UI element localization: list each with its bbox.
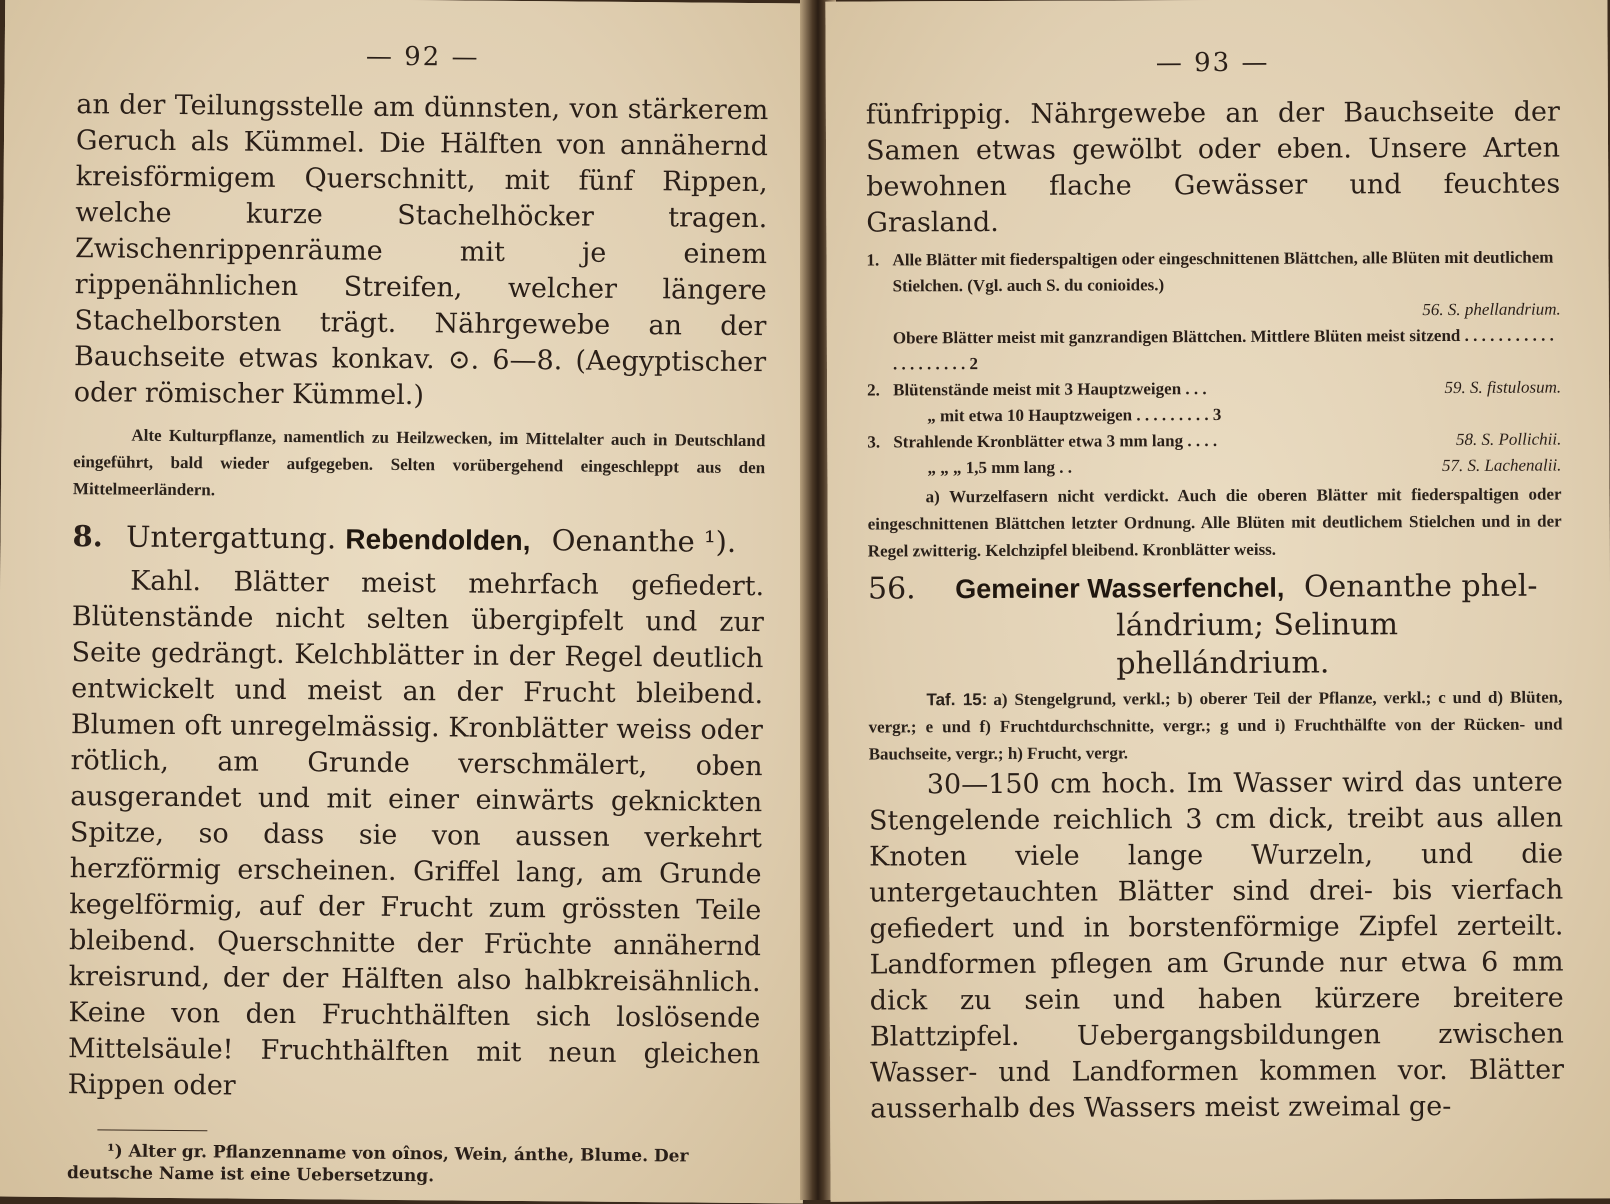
key-reference: 57. S. Lachenalii. (1441, 455, 1562, 476)
key-row-3a (867, 427, 1561, 456)
key-text: Alle Blätter mit fiederspaltigen oder eingeschnittenen Blättchen, alle Blüten mit deutlichem Stielchen. (Vgl. auch S. du conioides.) (892, 247, 1554, 296)
key-number: 2. (867, 380, 880, 400)
key-number: 3. (867, 432, 881, 452)
left-paragraph-1: an der Teilungsstelle am dünnsten, von stärkerem Geruch als Kümmel. Die Hälften von annähernd kreisförmigem Querschnitt, mit fünf Rippen, welche kurze Stachelhöcker tragen. Zwischenrippenräume mit je einem rippenähnlichen Streifen, welcher längere Stachelborsten trägt. Nährgewebe an der Bauchseite etwas konkav. ⊙. 6—8. (Aegyptischer oder römischer Kümmel.) (73, 89, 769, 412)
subgenus-label: Untergattung. (125, 519, 337, 556)
key-row-1b (867, 323, 1561, 378)
key-reference: 56. S. phellandrium. (1422, 299, 1561, 320)
key-row-1a-ref (867, 297, 1561, 326)
page-number-93: — 93 — (1155, 47, 1270, 79)
key-text: Strahlende Kronblätter etwa 3 mm lang . . . . (893, 431, 1218, 452)
key-text: „ mit etwa 10 Hauptzweigen . . . . . . . . . 3 (927, 404, 1222, 426)
key-row-2a (867, 375, 1561, 404)
key-reference: 59. S. fistulosum. (1444, 377, 1562, 398)
key-text: „ „ „ 1,5 mm lang . . (927, 457, 1072, 478)
key-row-3b (867, 453, 1561, 482)
plate-text: a) Stengelgrund, verkl.; b) oberer Teil der Pflanze, verkl.; c und d) Blüten, vergr.; e und f) Fruchtdurchschnitte, vergr.; g und i) Fruchthälfte von der Rücken- und Bauchseite, vergr.; h) Frucht, vergr. (868, 687, 1563, 764)
cultivation-note: Alte Kulturpflanze, namentlich zu Heilzwecken, im Mittelalter auch in Deutschland eingeführt, bald wieder aufgegeben. Selten vorübergehend eingeschleppt aus den Mittelmeerländern. (72, 425, 766, 500)
plate-label: Taf. 15: (926, 690, 988, 710)
key-text: Blütenstände meist mit 3 Hauptzweigen . . . (893, 379, 1207, 400)
footnote: ¹) Alter gr. Pflanzenname von oînos, Wein, ánthe, Blume. Der deutsche Name ist eine Uebersetzung. (66, 1141, 689, 1187)
species-heading (868, 568, 1562, 685)
subgenus-latin-name: Oenanthe ¹). (551, 523, 737, 559)
footnote-rule (97, 1129, 207, 1131)
key-number: 1. (866, 250, 880, 270)
right-paragraph-1: fünfrippig. Nährgewebe an der Bauchseite der Samen etwas gewölbt oder eben. Unsere Arten bewohnen flache Gewässer und feuchtes Grasland. (865, 96, 1561, 239)
species-number: 56. (867, 571, 916, 607)
key-row-1a (866, 245, 1560, 300)
right-paragraph-2: 30—150 cm hoch. Im Wasser wird das untere Stengelende reichlich 3 cm dick, treibt aus allen Knoten viele lange Wurzeln, und die untergetauchten Blätter sind drei- bis vierfach gefiedert und in borstenförmige Zipfel zerteilt. Landformen pflegen am Grunde nur etwa 6 mm dick zu sein und haben kürzere breitere Blattzipfel. Uebergangsbildungen zwischen Wasser- und Landformen kommen vor. Blätter ausserhalb des Wassers meist zweimal ge- (868, 766, 1565, 1125)
left-paragraph-2: Kahl. Blätter meist mehrfach gefiedert. Blütenstände nicht selten übergipfelt und zur Seite gedrängt. Kelchblätter in der Regel deutlich entwickelt und meist an der Frucht bleibend. Blumen oft unregelmässig. Kronblätter weiss oder rötlich, am Grunde verschmälert, oben ausgerandet und mit einer einwärts geknickten Spitze, so dass sie von aussen verkehrt herzförmig erscheinen. Griffel lang, am Grunde kegelförmig, auf der Frucht zum grössten Teile bleibend. Querschnitte der Früchte annähernd kreisrund, der der Hälften also halbkreisähnlich. Keine von den Fruchthälften sich loslösende Mittelsäule! Fruchthälften mit neun gleichen Rippen oder (67, 565, 765, 1102)
plate-description (868, 684, 1562, 768)
right-page (825, 0, 1610, 1202)
subgenus-german-name: Rebendolden, (345, 523, 531, 557)
species-latin-synonym: lándrium; Selinum phellándrium. (1116, 607, 1399, 682)
species-latin-name: Oenanthe phel- (1303, 568, 1538, 605)
subgenus-number: 8. (72, 519, 103, 554)
page-number-92: — 92 — (365, 41, 480, 73)
key-reference: 58. S. Pollichii. (1455, 429, 1562, 449)
subgenus-heading (72, 516, 764, 563)
identification-key (866, 245, 1561, 482)
species-german-name: Gemeiner Wasserfenchel, (955, 572, 1285, 605)
key-text: Obere Blätter meist mit ganzrandigen Blättchen. Mittlere Blüten meist sitzend . . . . . . . . . . . . . . . . . . . . 2 (892, 325, 1554, 374)
key-row-2b (867, 401, 1561, 430)
group-note-a: a) Wurzelfasern nicht verdickt. Auch die oberen Blätter mit fiederspaltigen oder eingeschnittenen Blättchen letzter Ordnung. Alle Blüten mit deutlichem Stielchen und in der Regel zwitterig. Kelchzipfel bleibend. Kronblätter weiss. (867, 484, 1562, 561)
